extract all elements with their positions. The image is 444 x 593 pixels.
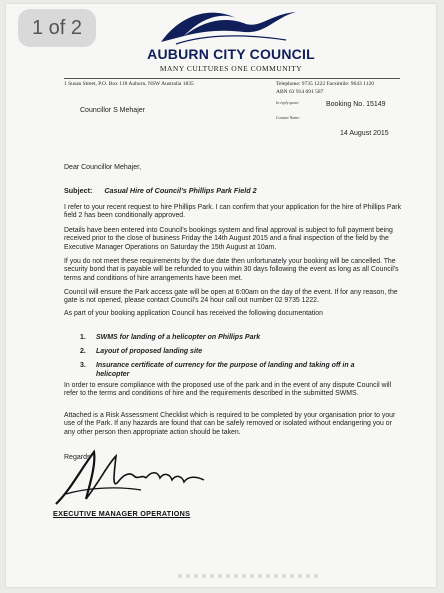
letter-page xyxy=(6,4,436,587)
page-indicator[interactable]: 1 of 2 xyxy=(18,9,96,47)
body-paragraph-5: As part of your booking application Council has received the following documentation xyxy=(64,310,323,317)
page-dot xyxy=(210,574,214,578)
council-tagline: MANY CULTURES ONE COMMUNITY xyxy=(159,64,303,73)
page-dot xyxy=(194,574,198,578)
regards: Regards xyxy=(64,454,91,461)
council-name: AUBURN CITY COUNCIL xyxy=(147,46,315,62)
body-paragraph-3: If you do not meet these requirements by the due date then unfortunately your booking will be cancelled. The security bond that is payable will be refunded to you within 30 days following the event as long as all Council's terms and conditions of hire arrangements have been met. xyxy=(64,258,399,282)
page-dot xyxy=(186,574,190,578)
page-dot xyxy=(306,574,310,578)
reply-quote-label: In reply quote: xyxy=(276,100,300,105)
body-paragraph-2: Details have been entered into Council's bookings system and final approval is subject to full payment being received prior to the close of business Friday the 14th August 2015 and a final inspection of the field by the Executive Manager Operations on Saturday the 15th August at 10am. xyxy=(64,227,393,251)
list-item-text: Layout of proposed landing site xyxy=(95,348,203,355)
list-item xyxy=(80,362,354,369)
list-item xyxy=(80,371,129,378)
list-item-text: helicopter xyxy=(95,371,130,378)
page-dot xyxy=(274,574,278,578)
page-dot xyxy=(234,574,238,578)
list-item-text: SWMS for landing of a helicopter on Phillips Park xyxy=(95,334,261,341)
page-dots xyxy=(178,574,318,578)
council-abn: ABN 63 914 691 587 xyxy=(276,89,324,95)
page-dot xyxy=(290,574,294,578)
page-dot xyxy=(226,574,230,578)
booking-number: Booking No. 15149 xyxy=(326,101,386,108)
signatory-title: EXECUTIVE MANAGER OPERATIONS xyxy=(53,509,191,518)
letterhead-divider xyxy=(64,78,400,79)
body-paragraph-4: Council will ensure the Park access gate will be open at 6:00am on the day of the event. If for any reason, the gate is not opened, please contact Council's 24 hour call out number 02 9735 1222. xyxy=(64,289,398,305)
page-dot xyxy=(250,574,254,578)
page-dot xyxy=(178,574,182,578)
handwritten-signature xyxy=(46,444,216,514)
contact-name-label: Contact Name: xyxy=(276,115,301,120)
swoosh-logo-icon xyxy=(156,4,306,46)
body-paragraph-1: I refer to your recent request to hire Phillips Park. I can confirm that your application for the hire of Phillips Park field 2 has been conditionally approved. xyxy=(64,204,402,220)
page-dot xyxy=(282,574,286,578)
salutation: Dear Councillor Mehajer, xyxy=(64,164,142,171)
subject-text: Casual Hire of Council's Phillips Park Field 2 xyxy=(104,186,257,195)
page-dot xyxy=(202,574,206,578)
recipient-name: Councillor S Mehajer xyxy=(80,107,145,114)
page-dot xyxy=(314,574,318,578)
council-address: 1 Susan Street, P.O. Box 118 Auburn, NSW Australia 1835 xyxy=(64,81,194,87)
subject-line xyxy=(64,186,257,195)
list-item xyxy=(80,348,202,355)
list-item xyxy=(80,334,260,341)
page-dot xyxy=(266,574,270,578)
page-dot xyxy=(298,574,302,578)
page-dot xyxy=(258,574,262,578)
council-telephone: Telephone: 9735 1222 Facsimile: 9643 1120 xyxy=(276,81,374,87)
list-item-text: Insurance certificate of currency for the purpose of landing and taking off in a xyxy=(95,362,355,369)
page-dot xyxy=(218,574,222,578)
subject-label: Subject: xyxy=(64,186,93,195)
list-item-number: 2. xyxy=(80,348,86,355)
page-dot xyxy=(242,574,246,578)
closing-paragraph-1: In order to ensure compliance with the proposed use of the park and in the event of any dispute Council will refer to the terms and conditions of hire and the requirements described in the submitted SWMS. xyxy=(64,382,392,398)
letter-date: 14 August 2015 xyxy=(340,130,389,137)
list-item-number: 1. xyxy=(80,334,86,341)
list-item-number: 3. xyxy=(80,362,86,369)
closing-paragraph-2: Attached is a Risk Assessment Checklist which is required to be completed by your organisation prior to your use of the Park. If any hazards are found that can be safely removed or isolated without endangering you or any other person then appropriate action should be taken. xyxy=(64,412,396,436)
